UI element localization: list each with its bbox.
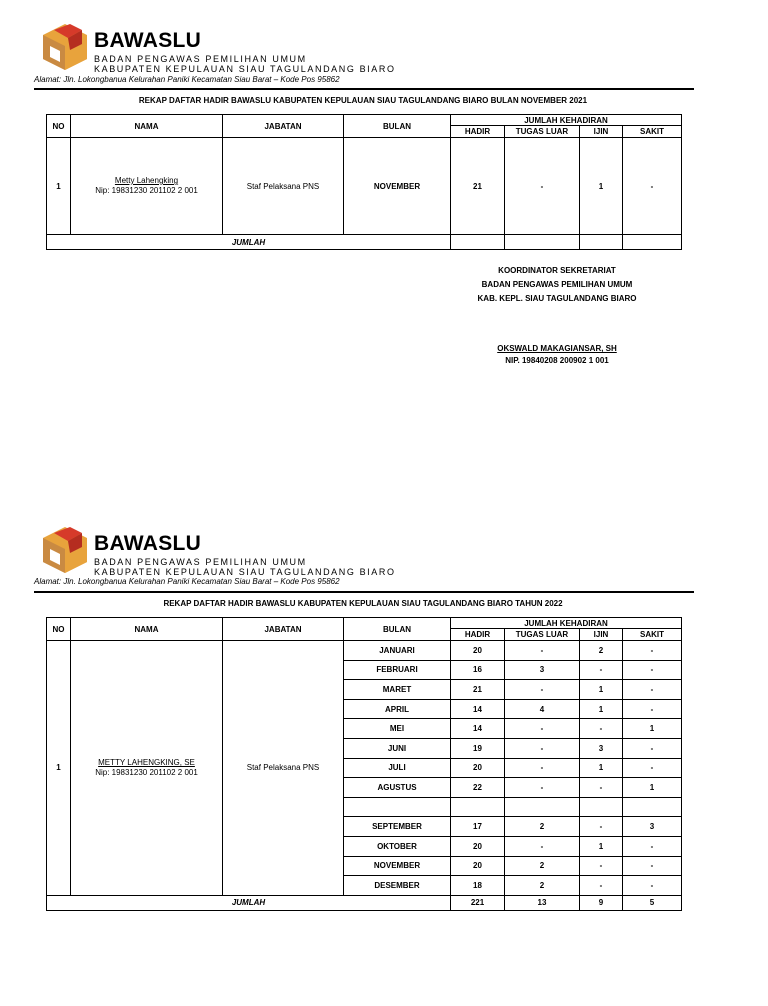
bawaslu-logo-icon	[40, 525, 90, 575]
hadir-cell: 20	[451, 758, 505, 778]
col-header-sakit: SAKIT	[623, 126, 682, 138]
ijin-cell: 1	[580, 699, 623, 719]
signatory-nip: NIP. 19840208 200902 1 001	[505, 356, 609, 365]
month-cell: APRIL	[344, 699, 451, 719]
attendance-table-2022	[46, 617, 682, 911]
col-header-jumlah-kehadiran: JUMLAH KEHADIRAN	[451, 115, 682, 126]
row-ijin: 1	[580, 138, 623, 235]
sakit-cell: -	[623, 680, 682, 700]
employee-nip: Nip: 19831230 201102 2 001	[95, 186, 198, 195]
tugas-luar-cell: 3	[505, 660, 580, 680]
row-no: 1	[47, 641, 71, 896]
hadir-cell: 18	[451, 876, 505, 896]
tugas-luar-cell	[505, 797, 580, 817]
hadir-cell: 14	[451, 699, 505, 719]
ijin-cell: -	[580, 778, 623, 798]
sakit-cell: -	[623, 758, 682, 778]
col-header-jumlah-kehadiran: JUMLAH KEHADIRAN	[451, 618, 682, 629]
sakit-cell	[623, 797, 682, 817]
hadir-cell: 20	[451, 641, 505, 661]
total-hadir: 221	[451, 895, 505, 910]
total-ijin: 9	[580, 895, 623, 910]
sakit-cell: 1	[623, 778, 682, 798]
ijin-cell: 1	[580, 836, 623, 856]
col-header-ijin: IJIN	[580, 126, 623, 138]
hadir-cell: 17	[451, 817, 505, 837]
row-no: 1	[47, 138, 71, 235]
month-cell: SEPTEMBER	[344, 817, 451, 837]
jumlah-row	[47, 895, 682, 910]
hadir-cell: 16	[451, 660, 505, 680]
ijin-cell: -	[580, 876, 623, 896]
sakit-cell: 1	[623, 719, 682, 739]
org-name: BAWASLU	[94, 29, 202, 52]
total-tugas-luar: 13	[505, 895, 580, 910]
ijin-cell: 3	[580, 738, 623, 758]
row-tugas-luar: -	[505, 138, 580, 235]
col-header-hadir: HADIR	[451, 126, 505, 138]
header-rule	[34, 591, 694, 593]
month-cell: AGUSTUS	[344, 778, 451, 798]
org-address: Alamat: Jln. Lokongbanua Kelurahan Paniki Kecamatan Siau Barat – Kode Pos 95862	[34, 577, 340, 586]
hadir-cell: 22	[451, 778, 505, 798]
hadir-cell: 14	[451, 719, 505, 739]
org-subtitle: BADAN PENGAWAS PEMILIHAN UMUM	[94, 557, 307, 567]
ijin-cell: -	[580, 719, 623, 739]
org-address: Alamat: Jln. Lokongbanua Kelurahan Paniki Kecamatan Siau Barat – Kode Pos 95862	[34, 75, 340, 84]
col-header-bulan: BULAN	[344, 618, 451, 641]
signatory-name: OKSWALD MAKAGIANSAR, SH	[497, 344, 617, 353]
col-header-tugas-luar: TUGAS LUAR	[505, 126, 580, 138]
ijin-cell: -	[580, 856, 623, 876]
col-header-no: NO	[47, 115, 71, 138]
month-cell: NOVEMBER	[344, 856, 451, 876]
tugas-luar-cell: -	[505, 641, 580, 661]
month-cell: OKTOBER	[344, 836, 451, 856]
hadir-cell: 19	[451, 738, 505, 758]
row-jabatan: Staf Pelaksana PNS	[223, 641, 344, 896]
sakit-cell: -	[623, 660, 682, 680]
month-cell: MARET	[344, 680, 451, 700]
total-sakit: 5	[623, 895, 682, 910]
tugas-luar-cell: -	[505, 738, 580, 758]
rekap-title: REKAP DAFTAR HADIR BAWASLU KABUPATEN KEPULAUAN SIAU TAGULANDANG BIARO TAHUN 2022	[163, 599, 563, 608]
signature-org: BADAN PENGAWAS PEMILIHAN UMUM	[481, 280, 633, 289]
row-sakit: -	[623, 138, 682, 235]
month-cell: MEI	[344, 719, 451, 739]
sakit-cell: -	[623, 876, 682, 896]
jumlah-label: JUMLAH	[47, 235, 451, 250]
tugas-luar-cell: 2	[505, 817, 580, 837]
hadir-cell	[451, 797, 505, 817]
tugas-luar-cell: -	[505, 758, 580, 778]
ijin-cell: 1	[580, 758, 623, 778]
month-cell: DESEMBER	[344, 876, 451, 896]
tugas-luar-cell: 2	[505, 876, 580, 896]
col-header-bulan: BULAN	[344, 115, 451, 138]
org-subtitle: BADAN PENGAWAS PEMILIHAN UMUM	[94, 54, 307, 64]
ijin-cell: 1	[580, 680, 623, 700]
employee-nip: Nip: 19831230 201102 2 001	[95, 767, 198, 777]
row-jabatan: Staf Pelaksana PNS	[223, 138, 344, 235]
sakit-cell: -	[623, 641, 682, 661]
org-name: BAWASLU	[94, 532, 202, 555]
row-hadir: 21	[451, 138, 505, 235]
tugas-luar-cell: 2	[505, 856, 580, 876]
month-cell: JANUARI	[344, 641, 451, 661]
hadir-cell: 21	[451, 680, 505, 700]
month-cell	[344, 797, 451, 817]
ijin-cell	[580, 797, 623, 817]
signature-region: KAB. KEPL. SIAU TAGULANDANG BIARO	[477, 294, 637, 303]
employee-name: METTY LAHENGKING, SE	[98, 757, 195, 767]
col-header-jabatan: JABATAN	[223, 115, 344, 138]
rekap-title: REKAP DAFTAR HADIR BAWASLU KABUPATEN KEPULAUAN SIAU TAGULANDANG BIARO BULAN NOVEMBER 2021	[138, 96, 588, 105]
tugas-luar-cell: 4	[505, 699, 580, 719]
org-region: KABUPATEN KEPULAUAN SIAU TAGULANDANG BIARO	[94, 567, 396, 577]
org-region: KABUPATEN KEPULAUAN SIAU TAGULANDANG BIARO	[94, 64, 396, 74]
employee-name: Metty Lahengking	[114, 176, 179, 185]
hadir-cell: 20	[451, 856, 505, 876]
col-header-tugas-luar: TUGAS LUAR	[505, 629, 580, 641]
row-bulan: NOVEMBER	[344, 138, 451, 235]
signature-position: KOORDINATOR SEKRETARIAT	[498, 266, 616, 275]
col-header-no: NO	[47, 618, 71, 641]
table-row	[47, 641, 682, 661]
col-header-jabatan: JABATAN	[223, 618, 344, 641]
sakit-cell: -	[623, 738, 682, 758]
tugas-luar-cell: -	[505, 719, 580, 739]
tugas-luar-cell: -	[505, 836, 580, 856]
col-header-nama: NAMA	[71, 115, 223, 138]
sakit-cell: -	[623, 699, 682, 719]
jumlah-label: JUMLAH	[47, 895, 451, 910]
month-cell: JUNI	[344, 738, 451, 758]
tugas-luar-cell: -	[505, 778, 580, 798]
ijin-cell: 2	[580, 641, 623, 661]
ijin-cell: -	[580, 817, 623, 837]
month-cell: JULI	[344, 758, 451, 778]
col-header-sakit: SAKIT	[623, 629, 682, 641]
col-header-nama: NAMA	[71, 618, 223, 641]
tugas-luar-cell: -	[505, 680, 580, 700]
hadir-cell: 20	[451, 836, 505, 856]
sakit-cell: 3	[623, 817, 682, 837]
col-header-hadir: HADIR	[451, 629, 505, 641]
sakit-cell: -	[623, 836, 682, 856]
col-header-ijin: IJIN	[580, 629, 623, 641]
ijin-cell: -	[580, 660, 623, 680]
sakit-cell: -	[623, 856, 682, 876]
employee-cell	[71, 641, 223, 896]
month-cell: FEBRUARI	[344, 660, 451, 680]
